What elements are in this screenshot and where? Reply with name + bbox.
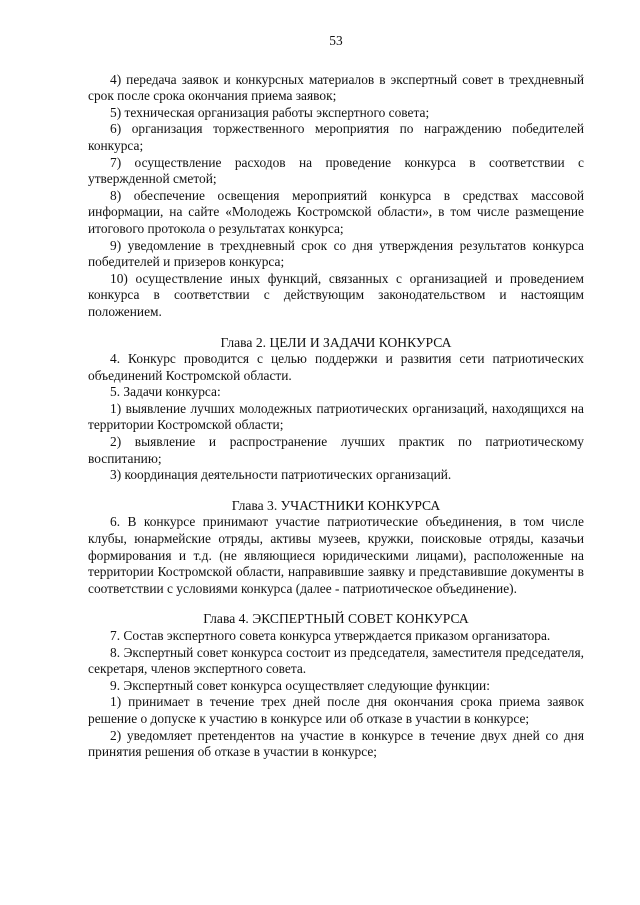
list-item-9: 9) уведомление в трехдневный срок со дня утверждения результатов конкурса победителей и призеров конкурса; — [88, 237, 584, 270]
chapter-2-heading: Глава 2. ЦЕЛИ И ЗАДАЧИ КОНКУРСА — [220, 334, 452, 350]
paragraph-8: 8. Экспертный совет конкурса состоит из председателя, заместителя председателя, секретаря, членов экспертного совета. — [88, 644, 584, 677]
paragraph-9: 9. Экспертный совет конкурса осуществляет следующие функции: — [110, 677, 490, 693]
function-item-2: 2) уведомляет претендентов на участие в конкурсе в течение двух дней со дня принятия решения об отказе в участии в конкурсе; — [88, 727, 584, 760]
list-item-10: 10) осуществление иных функций, связанных с организацией и проведением конкурса в соответствии с действующим законодательством и настоящим положением. — [88, 270, 584, 319]
paragraph-6: 6. В конкурсе принимают участие патриотические объединения, в том числе клубы, юнармейские отряды, активы музеев, кружки, поисковые отряды, казачьи формирования и т.д. (не являющиеся юридическими лицами), расположенные на территории Костромской области, направившие заявку и представившие документы в соответствии с условиями конкурса (далее - патриотическое объединение). — [88, 514, 584, 596]
list-item-4: 4) передача заявок и конкурсных материалов в экспертный совет в трехдневный срок после срока окончания приема заявок; — [88, 71, 584, 104]
function-item-1: 1) принимает в течение трех дней после дня окончания срока приема заявок решение о допуске к участию в конкурсе или об отказе в участии в конкурсе; — [88, 694, 584, 726]
list-item-5: 5) техническая организация работы экспертного совета; — [110, 104, 430, 120]
paragraph-7: 7. Состав экспертного совета конкурса утверждается приказом организатора. — [110, 628, 551, 643]
chapter-4-heading: Глава 4. ЭКСПЕРТНЫЙ СОВЕТ КОНКУРСА — [203, 611, 469, 627]
chapter-3-heading: Глава 3. УЧАСТНИКИ КОНКУРСА — [231, 497, 441, 513]
list-item-6: 6) организация торжественного мероприятия по награждению победителей конкурса; — [88, 121, 584, 153]
paragraph-5: 5. Задачи конкурса: — [110, 384, 221, 400]
paragraph-4: 4. Конкурс проводится с целью поддержки и развития сети патриотических объединений Костромской области. — [88, 351, 584, 383]
page-number: 53 — [329, 33, 343, 48]
list-item-8: 8) обеспечение освещения мероприятий конкурса в средствах массовой информации, на сайте «Молодежь Костромской области», в том числе размещение итогового протокола о результатах конкурса; — [88, 187, 584, 236]
task-item-3: 3) координация деятельности патриотических организаций. — [110, 467, 452, 483]
list-item-7: 7) осуществление расходов на проведение конкурса в соответствии с утвержденной сметой; — [88, 154, 584, 187]
task-item-2: 2) выявление и распространение лучших практик по патриотическому воспитанию; — [88, 434, 584, 466]
task-item-1: 1) выявление лучших молодежных патриотических организаций, находящихся на территории Костромской области; — [88, 400, 584, 433]
